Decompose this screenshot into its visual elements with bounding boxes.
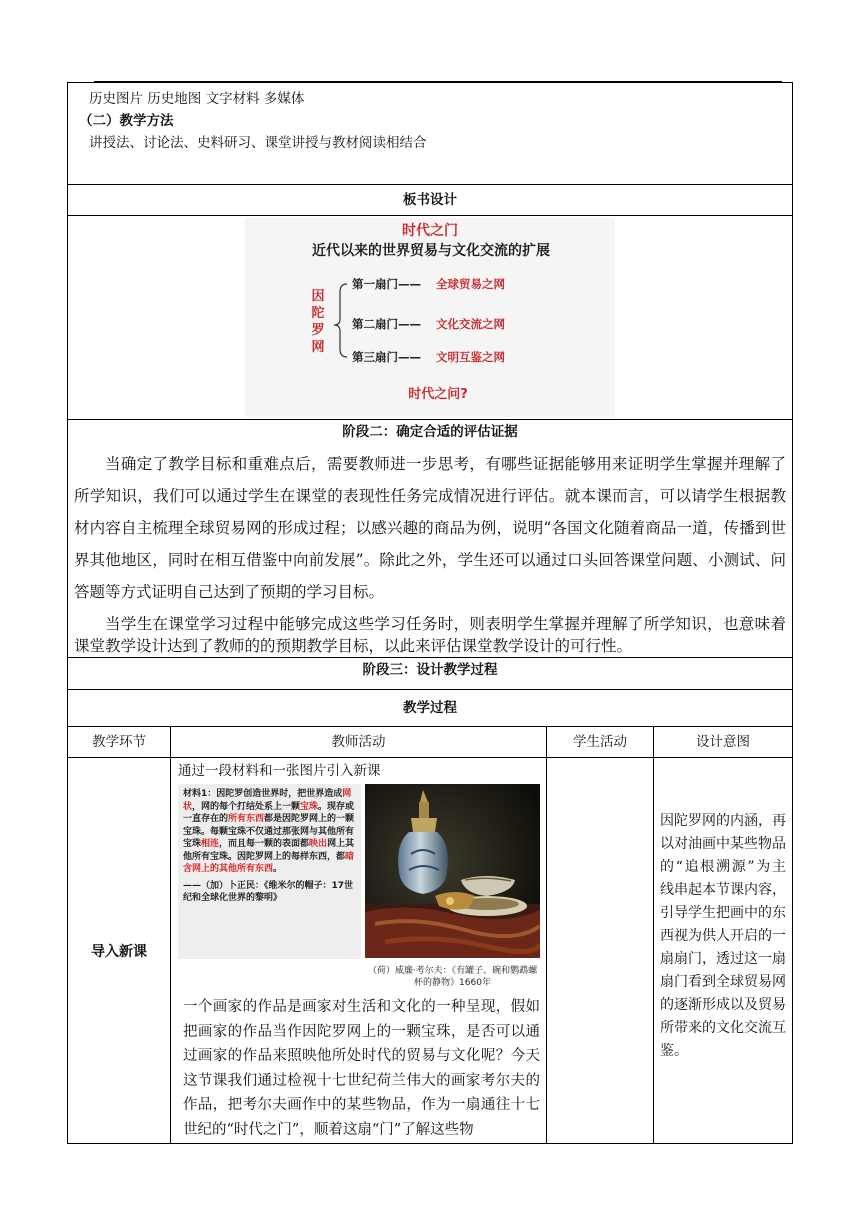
teacher-activity-cell <box>171 758 547 1144</box>
material-source: ——（加）卜正民：《维米尔的帽子：17世纪和全球化世界的黎明》 <box>183 880 354 903</box>
material-excerpt <box>178 784 361 959</box>
highlighted-phrase: 网状 <box>183 789 352 812</box>
column-header: 学生活动 <box>547 727 654 758</box>
material-phrase: 。 <box>273 864 283 874</box>
stage2-row <box>68 420 793 658</box>
material-phrase: ，而且每一颗的表面都 <box>219 839 310 849</box>
resources-methods-row <box>68 83 793 185</box>
door-topic: 文化交流之网 <box>436 317 505 331</box>
side-char: 陀 <box>311 306 325 321</box>
material-phrase: 材料1：因陀罗创造世界时，把世界造成 <box>183 789 343 799</box>
design-intent-text: 因陀罗网的内涵，再以对油画中某些物品的“追根溯源”为主线串起本节课内容，引导学生把画中的东西视为供人开启的一扇扇门，透过这一扇扇门看到全球贸易网的逐渐形成以及贸易所带来的文化交流互鉴。 <box>660 813 786 1059</box>
column-header: 教学环节 <box>68 727 171 758</box>
highlighted-phrase: 所有东西 <box>228 814 265 824</box>
material-phrase: ，网的每个打结处系上一颗 <box>192 801 301 812</box>
side-char: 网 <box>311 340 325 355</box>
highlighted-phrase: 宝珠 <box>300 801 319 812</box>
stage2-heading: 阶段二：确定合适的评估证据 <box>342 424 518 440</box>
board-heading: 板书设计 <box>68 185 793 216</box>
stage2-paragraph-1: 当确定了教学目标和重难点后，需要教师进一步思考，有哪些证据能够用来证明学生掌握并理解了所学知识，我们可以通过学生在课堂的表现性任务完成情况进行评估。就本课而言，可以请学生根据教材内容自主梳理全球贸易网的形成过程；以感兴趣的商品为例，说明“各国文化随着商品一道，传播到世界其他地区，同时在相互借鉴中向前发展”。除此之外，学生还可以通过口头回答课堂问题、小测试、问答题等方式证明自己达到了预期的学习目标。 <box>74 455 786 601</box>
board-footer: 时代之问? <box>408 387 468 402</box>
door-topic: 文明互鉴之网 <box>436 350 505 364</box>
stage3-heading-row <box>68 658 793 690</box>
lead-in-text: 通过一段材料和一张图片引入新课 <box>178 763 381 779</box>
material-phrase: 网上其他所有宝珠。因陀罗网上的每样东西，都 <box>183 839 355 862</box>
column-header: 设计意图 <box>654 727 793 758</box>
methods-line: 讲授法、讨论法、史料研习、课堂讲授与教材阅读相结合 <box>89 135 427 151</box>
board-bracket <box>334 284 347 357</box>
resources-line: 历史图片 历史地图 文字材料 多媒体 <box>89 91 305 107</box>
student-activity-cell <box>547 758 654 1144</box>
board-title: 时代之门 <box>402 223 458 239</box>
teacher-activity-text: 一个画家的作品是画家对生活和文化的一种呈现，假如把画家的作品当作因陀罗网上的一颗宝珠，是否可以通过画家的作品来照映他所处时代的贸易与文化呢？今天这节课我们通过检视十七世纪荷兰伟大的画家考尔夫的作品，把考尔夫画作中的某些物品，作为一扇通往十七世纪的“时代之门”，顺着这扇“门”了解这些物 <box>183 999 540 1138</box>
door-label: 第一扇门—— <box>352 277 421 291</box>
lesson-plan-table <box>67 82 793 1144</box>
process-heading: 教学过程 <box>68 690 793 727</box>
phase-cell: 导入新课 <box>68 758 171 1144</box>
highlighted-phrase: 相连 <box>201 839 220 849</box>
highlighted-phrase: 映出 <box>309 839 328 849</box>
still-life-painting <box>365 784 540 958</box>
board-heading-row <box>68 185 793 216</box>
highlighted-phrase: 暗含网上的其他所有东西 <box>183 851 355 874</box>
methods-heading: （二）教学方法 <box>79 113 174 129</box>
process-heading-row <box>68 690 793 727</box>
painting-figure <box>365 784 540 989</box>
side-char: 罗 <box>311 323 325 338</box>
column-header: 教师活动 <box>171 727 547 758</box>
door-topic: 全球贸易之网 <box>436 277 505 291</box>
process-column-headers <box>68 727 793 758</box>
painting-caption: （荷）威廉·考尔夫：《有罐子、碗和鹦鹉螺杯的静物》1660年 <box>367 966 538 988</box>
material-phrase: 。现存或一直存在的 <box>183 801 355 824</box>
lead-in-images <box>171 784 546 989</box>
board-side-label <box>311 288 324 355</box>
design-intent-cell <box>654 758 793 1144</box>
stage3-heading: 阶段三：设计教学过程 <box>68 658 793 690</box>
door-label: 第三扇门—— <box>352 350 421 364</box>
material-text <box>178 784 361 880</box>
board-figure-row <box>68 216 793 420</box>
material-phrase: 都是因陀罗网上的一颗宝珠。每颗宝珠不仅通过那张网与其他所有宝珠 <box>183 814 355 849</box>
side-char: 因 <box>311 289 325 304</box>
stage2-paragraph-2: 当学生在课堂学习过程中能够完成这些学习任务时，则表明学生掌握并理解了所学知识，也意味着课堂教学设计达到了教师的的预期教学目标，以此来评估课堂教学设计的可行性。 <box>74 615 786 655</box>
process-row-lead-in <box>68 758 793 1144</box>
board-design-figure <box>245 218 615 417</box>
door-label: 第二扇门—— <box>352 317 421 331</box>
board-subtitle: 近代以来的世界贸易与文化交流的扩展 <box>312 243 550 259</box>
